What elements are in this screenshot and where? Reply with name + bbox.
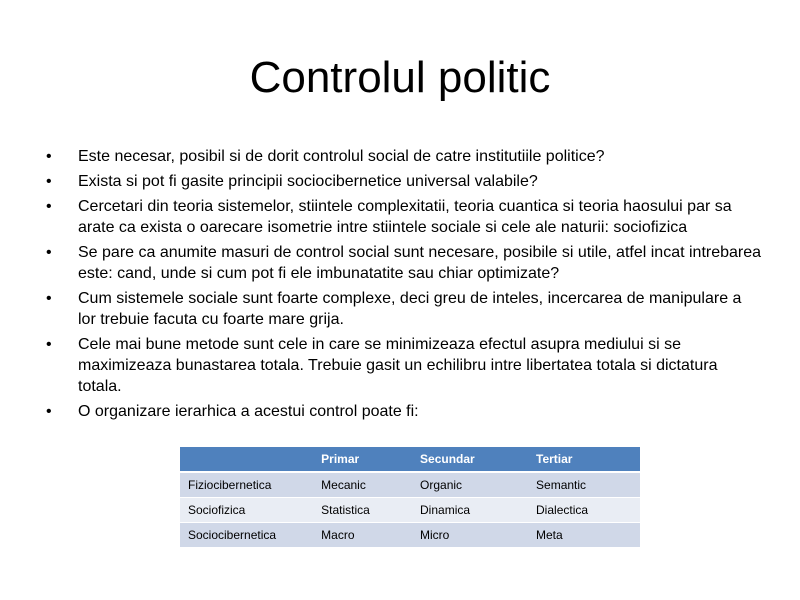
table-cell: Macro	[313, 523, 412, 548]
bullet-text: Cum sistemele sociale sunt foarte complexe, deci greu de inteles, incercarea de manipulare a lor trebuie facuta cu foarte mare grija.	[78, 290, 742, 328]
table-cell: Sociocibernetica	[180, 523, 313, 548]
table-header-cell: Secundar	[412, 447, 528, 472]
bullet-text: Este necesar, posibil si de dorit controlul social de catre institutiile politice?	[78, 148, 605, 165]
table-cell: Sociofizica	[180, 498, 313, 523]
table-cell: Meta	[528, 523, 640, 548]
slide-title: Controlul politic	[249, 53, 551, 102]
table-row	[180, 472, 640, 498]
table-row	[180, 498, 640, 523]
bullet-text: O organizare ierarhica a acestui control poate fi:	[78, 403, 419, 420]
bullet-symbol: •	[46, 198, 52, 215]
table-header-cell: Tertiar	[528, 447, 640, 472]
bullet-item	[46, 288, 762, 330]
bullet-list	[46, 146, 762, 426]
bullet-item	[46, 242, 762, 284]
table-row	[180, 523, 640, 548]
table-header-row	[180, 447, 640, 472]
bullet-item	[46, 171, 762, 192]
bullet-symbol: •	[46, 336, 52, 353]
bullet-text: Cele mai bune metode sunt cele in care se minimizeaza efectul asupra mediului si se maximizeaza bunastarea totala. Trebuie gasit un echilibru intre libertatea totala si dictatura totala.	[78, 336, 718, 395]
bullet-symbol: •	[46, 148, 52, 165]
table-header-cell: Primar	[313, 447, 412, 472]
bullet-symbol: •	[46, 173, 52, 190]
hierarchy-table-container	[180, 447, 640, 548]
table-cell: Micro	[412, 523, 528, 548]
table-cell: Dialectica	[528, 498, 640, 523]
table-cell: Semantic	[528, 472, 640, 498]
bullet-item	[46, 196, 762, 238]
table-cell: Fiziocibernetica	[180, 472, 313, 498]
bullet-text: Se pare ca anumite masuri de control social sunt necesare, posibile si utile, atfel incat intrebarea este: cand, unde si cum pot fi ele imbunatatite sau chiar optimizate?	[78, 244, 762, 282]
bullet-symbol: •	[46, 403, 52, 420]
table-cell: Mecanic	[313, 472, 412, 498]
bullet-text: Cercetari din teoria sistemelor, stiintele complexitatii, teoria cuantica si teoria haosului par sa arate ca exista o oarecare isometrie intre stiintele sociale si cele ale naturii: sociofizica	[78, 198, 732, 236]
table-cell: Organic	[412, 472, 528, 498]
bullet-item	[46, 334, 762, 397]
bullet-text: Exista si pot fi gasite principii sociocibernetice universal valabile?	[78, 173, 538, 190]
table-header-cell	[180, 447, 313, 472]
bullet-symbol: •	[46, 290, 52, 307]
bullet-item	[46, 146, 762, 167]
table-cell: Statistica	[313, 498, 412, 523]
hierarchy-table	[180, 447, 640, 548]
bullet-item	[46, 401, 762, 422]
bullet-symbol: •	[46, 244, 52, 261]
table-cell: Dinamica	[412, 498, 528, 523]
